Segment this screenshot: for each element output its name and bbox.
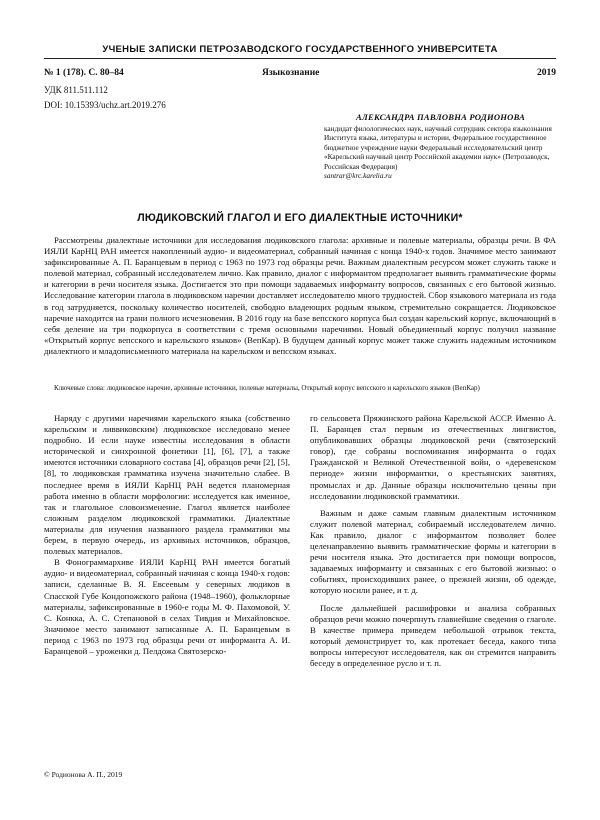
issue-year: 2019 — [537, 68, 556, 78]
abstract: Рассмотрены диалектные источники для исследования людиковского глагола: архивные и полевые материалы, образцы речи. В ФА ИЯЛИ КарНЦ РАН имеется накопленный аудио- и видеоматериал, собранный начиная с конца 1940-х годов. Значимое место занимают зафиксированные А. П. Баранцевым в период с 1963 по 1973 год образцы речи. Важным диалектным ресурсом может служить также и полевой материал, собранный исследователем лично. Как правило, диалог с информантом предполагает выявить грамматические формы и категории в речи носителя языка. Достигается это при помощи задаваемых информанту вопросов, связанных с его бытовой жизнью. Исследование категории глагола в людиковском наречии доставляет исследователю много трудностей. Сбор языкового материала из года в год затрудняется, поскольку количество носителей, свободно владеющих родным языком, стремительно сокращается. Людиковское наречие находится на грани полного исчезновения. В 2016 году на базе вепсского корпуса был создан карельский корпус, включающий в себя деление на три подкорпуса в соответствии с тремя основными наречиями. Новый объединенный корпус получил название «Открытый корпус вепсского и карельского языков» (ВепКар). В будущем данный корпус может также служить надежным источником диалектного и младописьменного материала на карельском и вепсском языках. — [44, 235, 556, 356]
keywords: Ключевые слова: людиковское наречие, архивные источники, полевые материалы, Открытый корпус вепсского и карельского языков (ВепКар) — [54, 384, 480, 392]
paragraph: В Фонограммархиве ИЯЛИ КарНЦ РАН имеется богатый аудио- и видеоматериал, собранный начиная с конца 1940-х годов: записи, сделанные В. Я. Евсеевым у северных людиков в Спасской Губе Кондопожского района (1948–1960), фольклорные материалы, зафиксированные в 1960-е годы М. Ф. Пахомовой, У. С. Конкка, А. С. Степановой в селах Тивдия и Михайловское. Значимое место занимают записанные А. П. Баранцевым в период с 1963 по 1973 год образцы речи от информанта А. И. Баранцевой – уроженки д. Пелдожа Святозерско- — [44, 557, 290, 656]
paragraph: После дальнейшей расшифровки и анализа собранных образцов речи можно почерпнуть главнейшие сведения о глаголе. В качестве примера приведем небольшой отрывок текста, который демонстрирует то, как протекает беседа, какого типа вопросы интересуют исследователя, как он стремится направить беседу в определенное русло и т. п. — [310, 602, 556, 668]
issue-number: № 1 (178). С. 80–84 — [44, 68, 124, 78]
udc-code: УДК 811.511.112 — [44, 85, 108, 95]
right-column — [310, 413, 556, 669]
paragraph: го сельсовета Пряжинского района Карельской АССР. Именно А. П. Баранцев стал первым из отечественных лингвистов, опубликовавших образцы людиковской речи (святозерский говор), где собраны воспоминания информанта о годах Гражданской и Великой Отечественной войн, о «деревенском периоде» жизни информантки, о крестьянских занятиях, промыслах и др. Данные образцы исключительно ценны при исследовании людиковской грамматики. — [310, 413, 556, 501]
author-block — [314, 112, 559, 180]
left-column — [44, 413, 290, 657]
article-title: ЛЮДИКОВСКИЙ ГЛАГОЛ И ЕГО ДИАЛЕКТНЫЕ ИСТОЧНИКИ* — [137, 212, 463, 224]
doi-code: DOI: 10.15393/uchz.art.2019.276 — [44, 100, 166, 110]
issue-row — [44, 68, 556, 80]
paragraph: Наряду с другими наречиями карельского языка (собственно карельским и ливвиковским) людиковское исследовано менее подробно. И если науке известны исследования в области исторической и синхронной фонетики [1], [6], [7], а также имеются источники словарного состава [4], образцов речи [2], [5], [8], то людиковская грамматика изучена значительно слабее. В последнее время в ИЯЛИ КарНЦ РАН ведется планомерная работа именно в области морфологии: исследуется как именное, так и глагольное словоизменение. Глагол является наиболее сложным разделом людиковской грамматики. Диалектные материалы для изучения названного раздела грамматики мы берем, в первую очередь, из архивных источников, образцов, полевых материалов. — [44, 413, 290, 557]
header-rule — [44, 58, 556, 59]
author-email[interactable]: santrar@krc.karelia.ru — [324, 171, 392, 181]
paragraph: Важным и даже самым главным диалектным источником служит полевой материал, собираемый исследователем лично. Как правило, диалог с информантом позволяет более целенаправленно выявить грамматические формы и категории в речи носителя языка. Это достигается при помощи вопросов, задаваемых информанту и связанных с его бытовой жизнью: о событиях, происходивших ранее, о прежней жизни, об одежде, которую носили ранее, и т. д. — [310, 507, 556, 596]
author-affiliation: кандидат филологических наук, научный сотрудник сектора языкознания Института языка, литературы и истории, Федеральное государственное бюджетное учреждение науки Федеральный исследовательский центр «Карельский научный центр Российской академии наук» (Петрозаводск, Российская Федерация) — [324, 124, 552, 171]
copyright-notice: © Родионова А. П., 2019 — [44, 770, 123, 779]
journal-title: УЧЕНЫЕ ЗАПИСКИ ПЕТРОЗАВОДСКОГО ГОСУДАРСТВЕННОГО УНИВЕРСИТЕТА — [102, 44, 498, 55]
section-name: Языкознание — [262, 68, 320, 78]
author-name: АЛЕКСАНДРА ПАВЛОВНА РОДИОНОВА — [356, 112, 526, 122]
